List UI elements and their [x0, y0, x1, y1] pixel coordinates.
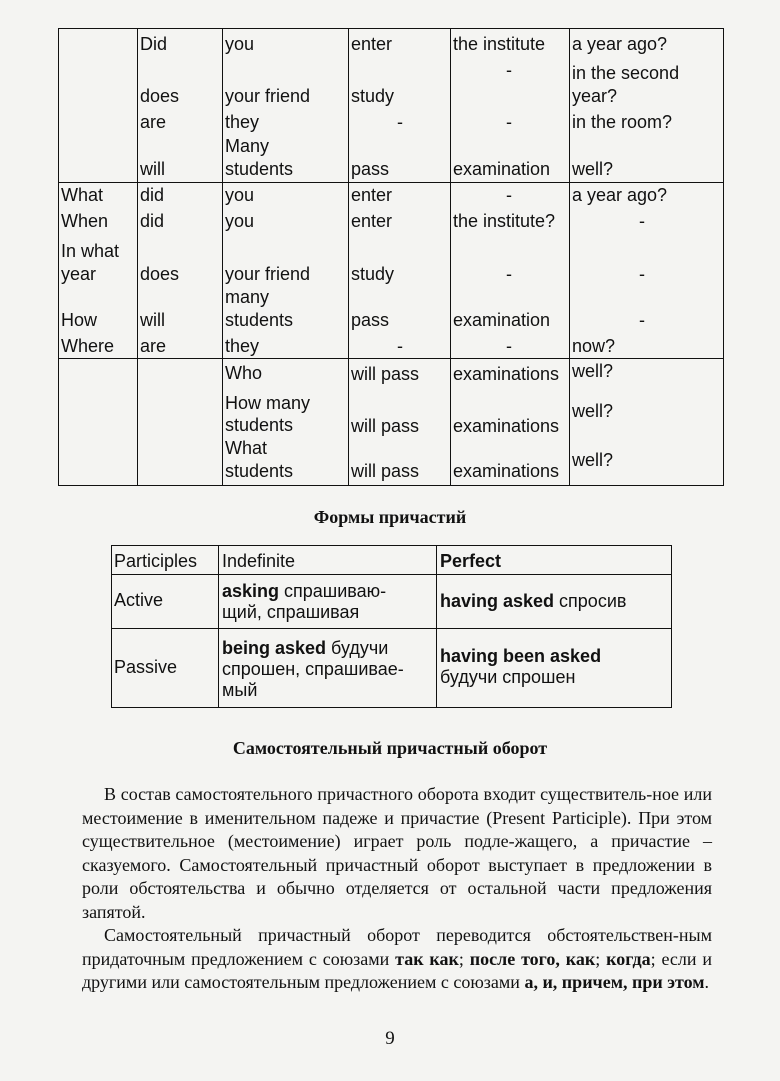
table-cell: -: [506, 60, 512, 80]
bold-conjunction: когда: [606, 948, 651, 969]
table-cell: the institute: [453, 34, 546, 54]
text: Самостоятельный причастный оборот переводится обстоятельствен-ным придаточным предложением с союзами: [82, 925, 712, 969]
table-cell: When: [61, 211, 109, 231]
translation: будучи спрошен: [440, 667, 576, 687]
table-divider: [218, 546, 219, 707]
translation: щий, спрашивая: [222, 602, 360, 622]
table-cell: examination: [453, 159, 551, 179]
table-cell: -: [397, 336, 403, 356]
table-cell: your friend: [225, 86, 311, 106]
table-cell: examinations: [453, 364, 560, 384]
table-cell: year?: [572, 86, 618, 106]
question-word-order-table: [58, 28, 724, 486]
table-cell: -: [397, 112, 403, 132]
translation: спрашиваю-: [279, 581, 387, 601]
text: ; если и другими или самостоятельным предложением с союзами: [82, 948, 712, 992]
table-divider: [59, 182, 723, 183]
table-cell: well?: [572, 361, 614, 381]
table-cell: Many: [225, 136, 270, 156]
table-cell: -: [506, 185, 512, 205]
text: ;: [458, 948, 470, 969]
table-cell: examinations: [453, 416, 560, 436]
table-cell: Did: [140, 34, 168, 54]
table-cell: -: [639, 264, 645, 284]
table-divider: [112, 628, 671, 629]
table-cell: you: [225, 185, 255, 205]
table-cell: will: [140, 310, 165, 330]
table-divider: [222, 29, 223, 485]
table-divider: [348, 29, 349, 485]
table-cell: Who: [225, 363, 263, 383]
row-label-passive: Passive: [114, 657, 178, 677]
section-heading-absolute-construction: Самостоятельный причастный оборот: [232, 738, 548, 758]
table-cell: students: [225, 310, 294, 330]
bold-term: having asked: [440, 591, 555, 611]
table-cell: students: [225, 159, 294, 179]
table-cell: you: [225, 34, 255, 54]
table-cell: does: [140, 86, 180, 106]
table-cell: year: [61, 264, 97, 284]
table-cell: pass: [351, 159, 390, 179]
table-cell: -: [506, 336, 512, 356]
table-cell: study: [351, 264, 395, 284]
table-cell: did: [140, 211, 165, 231]
table-cell: are: [140, 112, 167, 132]
table-cell: examinations: [453, 461, 560, 481]
table-cell: well?: [572, 450, 614, 470]
bold-conjunction: после того, как: [469, 948, 596, 969]
table-cell: they: [225, 112, 260, 132]
passive-indefinite-cell: [222, 638, 434, 701]
bold-term: having been asked: [440, 646, 602, 666]
table-cell: in the second: [572, 63, 680, 83]
table-cell: will pass: [351, 461, 420, 481]
table-divider: [59, 358, 723, 359]
table-cell: -: [506, 264, 512, 284]
table-cell: How many: [225, 393, 311, 413]
table-cell: are: [140, 336, 167, 356]
table-cell: What: [61, 185, 104, 205]
table-header: Indefinite: [222, 551, 296, 571]
table-cell: enter: [351, 34, 393, 54]
table-cell: in the room?: [572, 112, 673, 132]
table-cell: -: [639, 211, 645, 231]
section-heading-participles: Формы причастий: [313, 507, 467, 527]
active-perfect-cell: [440, 591, 626, 612]
table-cell: enter: [351, 185, 393, 205]
table-cell: they: [225, 336, 260, 356]
table-divider: [569, 29, 570, 485]
table-cell: pass: [351, 310, 390, 330]
text: ;: [595, 948, 607, 969]
table-cell: enter: [351, 211, 393, 231]
table-cell: well?: [572, 159, 614, 179]
bold-conjunction: а, и, причем, при этом: [524, 972, 705, 992]
translation: будучи: [326, 638, 389, 658]
table-cell: many: [225, 287, 270, 307]
table-cell: now?: [572, 336, 616, 356]
table-cell: well?: [572, 401, 614, 421]
table-cell: -: [639, 310, 645, 330]
table-cell: will: [140, 159, 165, 179]
table-cell: In what: [61, 241, 120, 261]
table-cell: What: [225, 438, 268, 458]
paragraph-translation: [82, 924, 712, 995]
bold-term: asking: [222, 581, 280, 601]
table-cell: does: [140, 264, 180, 284]
table-divider: [112, 574, 671, 575]
table-cell: a year ago?: [572, 185, 668, 205]
page-number: 9: [385, 1028, 395, 1049]
table-cell: a year ago?: [572, 34, 668, 54]
bold-term: being asked: [222, 638, 327, 658]
table-cell: Where: [61, 336, 115, 356]
participles-forms-table: [111, 545, 672, 708]
table-cell: will pass: [351, 364, 420, 384]
table-divider: [137, 29, 138, 485]
table-cell: study: [351, 86, 395, 106]
table-cell: How: [61, 310, 98, 330]
table-cell: students: [225, 461, 294, 481]
paragraph-definition: В состав самостоятельного причастного оборота входит существитель-ное или местоимение в именительном падеже и причастие (Present Participle). При этом существительное (местоимение) играет роль подле-жащего, а причастие – сказуемого. Самостоятельный причастный оборот выступает в предложении в роли обстоятельства и обычно отделяется от остальной части предложения запятой.: [82, 784, 712, 922]
passive-perfect-cell: [440, 646, 601, 688]
table-cell: students: [225, 415, 294, 435]
table-cell: your friend: [225, 264, 311, 284]
table-header: Participles: [114, 551, 198, 571]
row-label-active: Active: [114, 590, 164, 610]
active-indefinite-cell: [222, 581, 434, 623]
table-cell: -: [506, 112, 512, 132]
table-cell: you: [225, 211, 255, 231]
table-cell: examination: [453, 310, 551, 330]
table-header: Perfect: [440, 551, 502, 571]
translation: спросив: [554, 591, 627, 611]
table-cell: did: [140, 185, 165, 205]
table-divider: [436, 546, 437, 707]
table-cell: will pass: [351, 416, 420, 436]
table-cell: the institute?: [453, 211, 556, 231]
text: .: [704, 972, 710, 992]
bold-conjunction: так как: [395, 948, 459, 969]
translation: мый: [222, 680, 258, 700]
table-divider: [450, 29, 451, 485]
translation: спрошен, спрашивае-: [222, 659, 404, 679]
